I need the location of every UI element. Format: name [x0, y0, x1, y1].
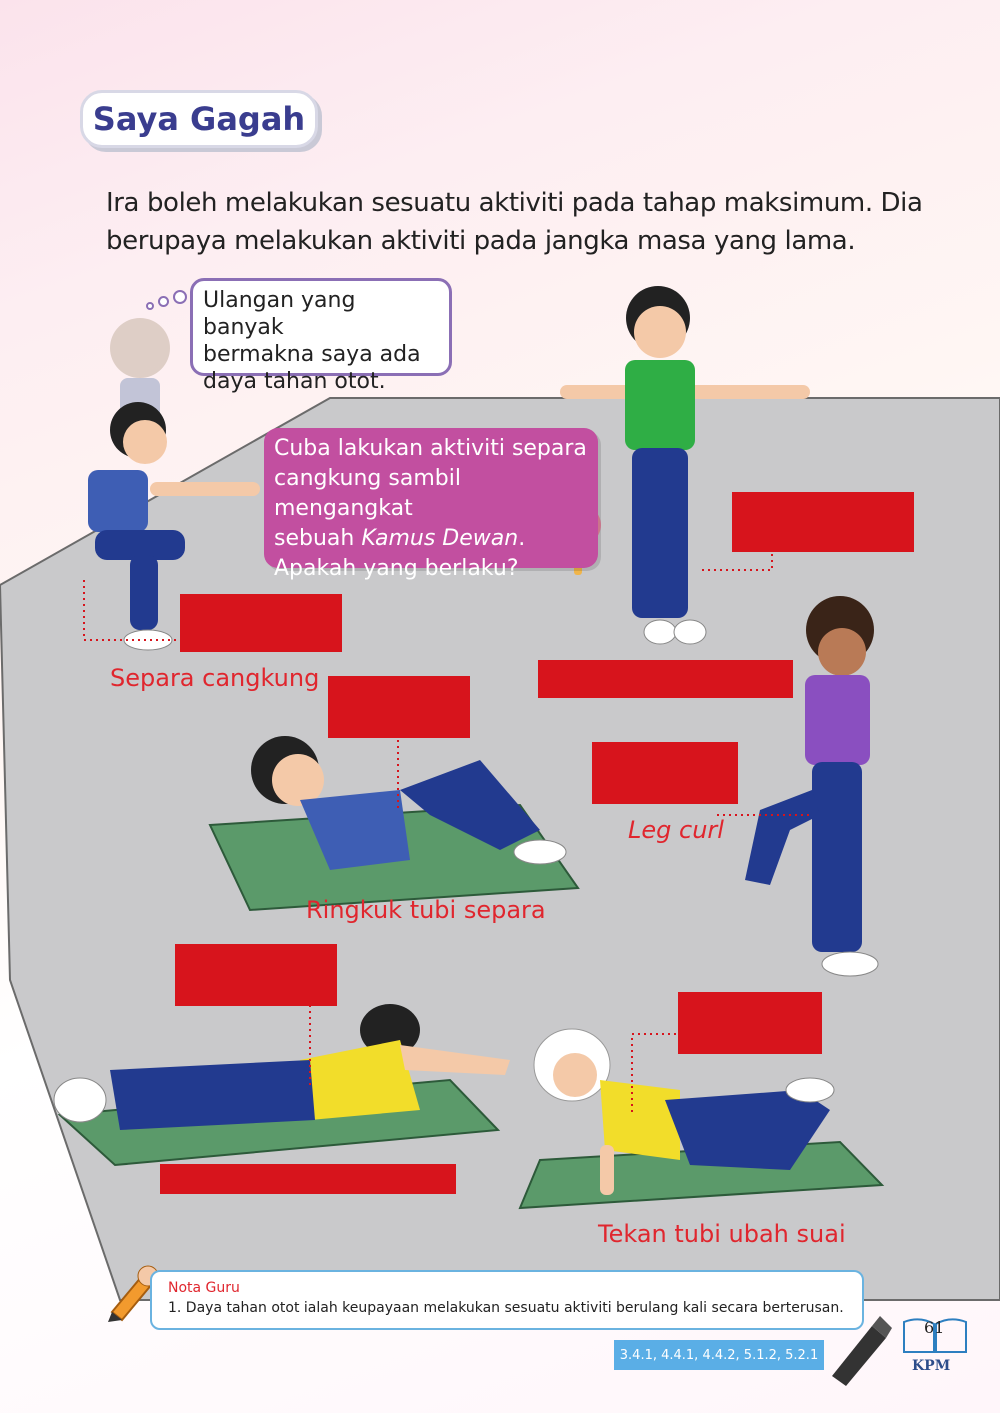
label-separa-cangkung: Separa cangkung	[110, 664, 320, 692]
note-title: Nota Guru	[168, 1280, 240, 1296]
label-tekan-tubi: Tekan tubi ubah suai	[598, 1220, 846, 1248]
answer-box-crunch[interactable]	[328, 676, 470, 738]
prompt-box	[264, 428, 598, 581]
thought-line: daya tahan otot.	[203, 369, 386, 394]
marker-icon	[812, 1306, 892, 1386]
publisher-logo: KPM	[912, 1358, 951, 1374]
label-leg-curl: Leg curl	[628, 816, 724, 844]
answer-box-superman[interactable]	[175, 944, 337, 1006]
thought-bubble	[190, 278, 452, 394]
thought-dot	[158, 296, 169, 307]
title-badge	[80, 90, 318, 148]
answer-box-squat[interactable]	[180, 594, 342, 652]
prompt-line: Cuba lakukan aktiviti separa	[274, 436, 587, 461]
standard-codes: 3.4.1, 4.4.1, 4.4.2, 5.1.2, 5.2.1	[614, 1340, 824, 1370]
answer-box-legcurl[interactable]	[592, 742, 738, 804]
intro-text: Ira boleh melakukan sesuatu aktiviti pada tahap maksimum. Dia berupaya melakukan aktiviti pada jangka masa yang lama.	[106, 188, 923, 256]
answer-box-standing-name[interactable]	[538, 660, 793, 698]
prompt-prefix: sebuah	[274, 526, 362, 551]
note-text: 1. Daya tahan otot ialah keupayaan melakukan sesuatu aktiviti berulang kali secara berterusan.	[168, 1300, 844, 1316]
page-number: 61	[924, 1318, 945, 1337]
answer-box-standing[interactable]	[732, 492, 914, 552]
thought-dot	[173, 290, 187, 304]
prompt-suffix: .	[518, 526, 526, 551]
prompt-line: Apakah yang berlaku?	[274, 556, 519, 581]
teacher-note	[150, 1270, 864, 1330]
thought-dot	[146, 302, 154, 310]
label-ringkuk-tubi: Ringkuk tubi separa	[306, 896, 546, 924]
dictionary-name: Kamus Dewan	[361, 526, 519, 551]
prompt-line: cangkung sambil mengangkat	[274, 466, 461, 521]
answer-box-superman-name[interactable]	[160, 1164, 456, 1194]
prompt-line	[274, 524, 588, 554]
thought-line: bermakna saya ada	[203, 342, 421, 367]
page-title: Saya Gagah	[92, 100, 306, 138]
thought-line: Ulangan yang banyak	[203, 288, 356, 340]
answer-box-pushup[interactable]	[678, 992, 822, 1054]
